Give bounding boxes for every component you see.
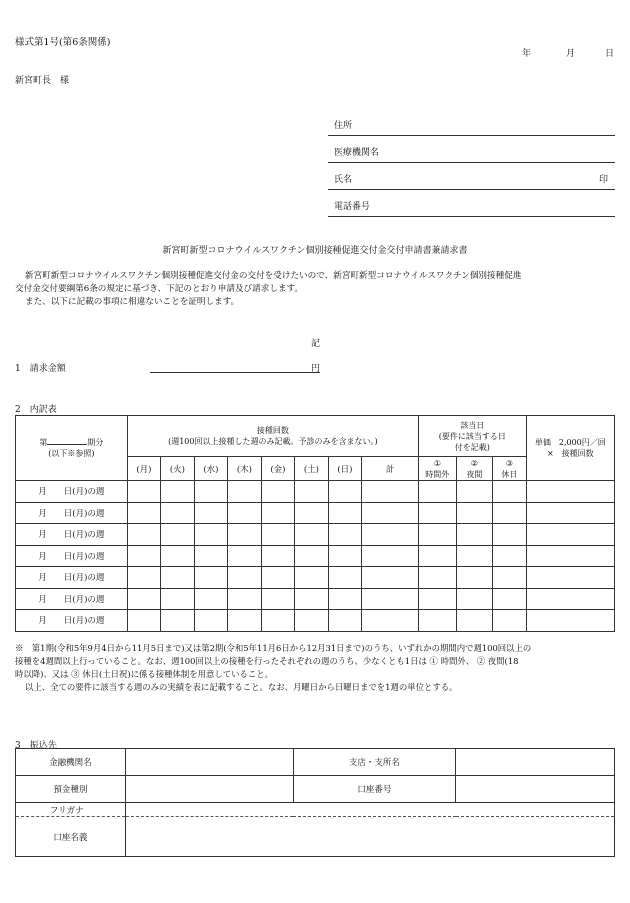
unit-price-line-1: 単価 2,000円／回 bbox=[534, 438, 606, 447]
week-row bbox=[16, 502, 615, 524]
overtime-label: 時間外 bbox=[425, 469, 450, 479]
week-cell[interactable] bbox=[493, 481, 527, 503]
note-line-4: 以上、全ての要件に該当する週のみの実績を表に記載すること。なお、月曜日から日曜日までを1週の単位とする。 bbox=[25, 682, 458, 692]
phone-line bbox=[328, 216, 615, 217]
week-row-label: 月 日(月)の週 bbox=[16, 567, 128, 589]
week-cell[interactable] bbox=[493, 524, 527, 546]
bank-name-label: 金融機関名 bbox=[16, 749, 126, 776]
week-cell[interactable] bbox=[456, 567, 493, 589]
name-label: 氏名 bbox=[334, 175, 353, 185]
week-cell[interactable] bbox=[526, 502, 614, 524]
week-cell[interactable] bbox=[328, 502, 362, 524]
week-cell[interactable] bbox=[328, 481, 362, 503]
date-day: 日 bbox=[605, 49, 615, 59]
transfer-label: 3 振込先 bbox=[15, 741, 57, 751]
week-cell[interactable] bbox=[493, 610, 527, 632]
phone-label: 電話番号 bbox=[334, 202, 371, 212]
week-cell[interactable] bbox=[127, 481, 161, 503]
week-cell[interactable] bbox=[419, 610, 457, 632]
bank-table bbox=[15, 748, 615, 857]
week-cell[interactable] bbox=[161, 610, 195, 632]
week-cell[interactable] bbox=[228, 588, 262, 610]
period-blank bbox=[47, 437, 87, 445]
week-cell[interactable] bbox=[328, 524, 362, 546]
branch-name-label: 支店・支所名 bbox=[293, 749, 456, 776]
week-row-label: 月 日(月)の週 bbox=[16, 610, 128, 632]
account-number-value[interactable] bbox=[456, 776, 615, 803]
week-cell[interactable] bbox=[127, 502, 161, 524]
note-line-3: 時以降)、又は ③ 休日(土日祝)に係る接種体制を用意していること。 bbox=[15, 669, 273, 679]
week-cell[interactable] bbox=[456, 502, 493, 524]
unit-price-header bbox=[526, 416, 614, 481]
week-row bbox=[16, 610, 615, 632]
day-thu: (木) bbox=[228, 457, 262, 481]
applicable-head-1: 該当日 bbox=[460, 420, 485, 430]
branch-name-value[interactable] bbox=[456, 749, 615, 776]
applicable-head-2: (要件に該当する日 bbox=[438, 431, 506, 441]
day-mon: (月) bbox=[127, 457, 161, 481]
week-cell[interactable] bbox=[261, 481, 295, 503]
applicable-head-3: 付を記載) bbox=[454, 442, 490, 452]
week-rows bbox=[16, 481, 615, 632]
week-cell[interactable] bbox=[261, 567, 295, 589]
furigana-value[interactable] bbox=[125, 803, 614, 817]
form-title: 新宮町新型コロナウイルスワクチン個別接種促進交付金交付申請書兼請求書 bbox=[162, 246, 468, 256]
week-cell[interactable] bbox=[526, 588, 614, 610]
week-cell[interactable] bbox=[419, 524, 457, 546]
address-line bbox=[328, 135, 615, 136]
yen-label: 円 bbox=[311, 364, 321, 374]
ki-label: 記 bbox=[311, 339, 321, 349]
week-cell[interactable] bbox=[295, 588, 329, 610]
week-cell[interactable] bbox=[161, 502, 195, 524]
week-row-label: 月 日(月)の週 bbox=[16, 481, 128, 503]
intro-line-2: 交付金交付要綱第6条の規定に基づき、下記のとおり申請及び請求します。 bbox=[15, 284, 304, 294]
week-cell[interactable] bbox=[161, 524, 195, 546]
period-note: (以下※参照) bbox=[48, 449, 95, 458]
week-cell[interactable] bbox=[419, 502, 457, 524]
day-sun: (日) bbox=[328, 457, 362, 481]
week-row-label: 月 日(月)の週 bbox=[16, 524, 128, 546]
week-cell[interactable] bbox=[261, 524, 295, 546]
furigana-label: フリガナ bbox=[16, 803, 126, 817]
institution-label: 医療機関名 bbox=[334, 148, 380, 158]
week-cell[interactable] bbox=[127, 588, 161, 610]
applicable-overtime bbox=[419, 457, 457, 481]
week-cell[interactable] bbox=[328, 610, 362, 632]
breakdown-label: 2 内訳表 bbox=[15, 405, 57, 415]
account-holder-value[interactable] bbox=[125, 817, 614, 857]
week-cell[interactable] bbox=[493, 588, 527, 610]
name-line bbox=[328, 189, 615, 190]
addressee: 新宮町長 様 bbox=[15, 76, 70, 86]
period-suffix: 期分 bbox=[87, 438, 104, 447]
night-label: 夜間 bbox=[466, 469, 483, 479]
week-cell[interactable] bbox=[328, 545, 362, 567]
week-cell[interactable] bbox=[261, 610, 295, 632]
week-cell[interactable] bbox=[127, 545, 161, 567]
week-cell[interactable] bbox=[362, 588, 419, 610]
week-cell[interactable] bbox=[493, 502, 527, 524]
week-cell[interactable] bbox=[228, 524, 262, 546]
week-cell[interactable] bbox=[295, 524, 329, 546]
count-header bbox=[127, 416, 418, 457]
week-row bbox=[16, 567, 615, 589]
week-cell[interactable] bbox=[127, 567, 161, 589]
holiday-label: 休日 bbox=[501, 469, 518, 479]
week-cell[interactable] bbox=[526, 545, 614, 567]
count-head: 接種回数 bbox=[256, 426, 289, 435]
week-cell[interactable] bbox=[456, 481, 493, 503]
note-line-1: ※ 第1期(令和5年9月4日から11月5日まで)又は第2期(令和5年11月6日から12月31日まで)のうち、いずれかの期間内で週100回以上の bbox=[15, 643, 532, 653]
week-cell[interactable] bbox=[419, 588, 457, 610]
week-cell[interactable] bbox=[362, 567, 419, 589]
week-cell[interactable] bbox=[194, 502, 228, 524]
week-cell[interactable] bbox=[295, 610, 329, 632]
week-cell[interactable] bbox=[456, 588, 493, 610]
date-month: 月 bbox=[566, 49, 576, 59]
week-cell[interactable] bbox=[261, 588, 295, 610]
intro-paragraph bbox=[15, 270, 620, 309]
week-cell[interactable] bbox=[228, 567, 262, 589]
week-cell[interactable] bbox=[194, 588, 228, 610]
week-row-label: 月 日(月)の週 bbox=[16, 502, 128, 524]
week-cell[interactable] bbox=[456, 545, 493, 567]
week-cell[interactable] bbox=[295, 567, 329, 589]
week-cell[interactable] bbox=[526, 481, 614, 503]
week-cell[interactable] bbox=[526, 524, 614, 546]
week-cell[interactable] bbox=[127, 610, 161, 632]
period-prefix: 第 bbox=[39, 438, 48, 447]
period-header bbox=[16, 416, 128, 481]
week-row bbox=[16, 588, 615, 610]
week-row-label: 月 日(月)の週 bbox=[16, 588, 128, 610]
week-cell[interactable] bbox=[328, 588, 362, 610]
week-cell[interactable] bbox=[362, 524, 419, 546]
week-cell[interactable] bbox=[161, 545, 195, 567]
week-cell[interactable] bbox=[194, 610, 228, 632]
overtime-num: ① bbox=[433, 458, 441, 468]
week-cell[interactable] bbox=[493, 545, 527, 567]
week-cell[interactable] bbox=[194, 545, 228, 567]
form-id: 様式第1号(第6条関係) bbox=[15, 37, 111, 48]
address-label: 住所 bbox=[334, 121, 353, 131]
week-cell[interactable] bbox=[228, 610, 262, 632]
week-cell[interactable] bbox=[127, 524, 161, 546]
week-cell[interactable] bbox=[362, 545, 419, 567]
day-tue: (火) bbox=[161, 457, 195, 481]
account-type-label: 預金種別 bbox=[16, 776, 126, 803]
week-row bbox=[16, 524, 615, 546]
week-cell[interactable] bbox=[295, 545, 329, 567]
week-cell[interactable] bbox=[161, 567, 195, 589]
week-cell[interactable] bbox=[194, 481, 228, 503]
note-block bbox=[15, 642, 625, 694]
week-cell[interactable] bbox=[261, 545, 295, 567]
week-cell[interactable] bbox=[526, 567, 614, 589]
institution-line bbox=[328, 162, 615, 163]
week-cell[interactable] bbox=[161, 588, 195, 610]
claim-amount-label: 1 請求金額 bbox=[15, 364, 66, 374]
applicable-header bbox=[419, 416, 527, 457]
intro-line-3: また、以下に記載の事項に相違ないことを証明します。 bbox=[25, 297, 240, 307]
week-cell[interactable] bbox=[228, 545, 262, 567]
week-row bbox=[16, 481, 615, 503]
date-year: 年 bbox=[522, 49, 532, 59]
week-cell[interactable] bbox=[362, 610, 419, 632]
day-sat: (土) bbox=[295, 457, 329, 481]
week-cell[interactable] bbox=[456, 610, 493, 632]
week-cell[interactable] bbox=[228, 481, 262, 503]
week-cell[interactable] bbox=[228, 502, 262, 524]
week-cell[interactable] bbox=[194, 567, 228, 589]
week-cell[interactable] bbox=[493, 567, 527, 589]
day-total: 計 bbox=[362, 457, 419, 481]
applicable-holiday bbox=[493, 457, 527, 481]
unit-price-line-2: × 接種回数 bbox=[546, 449, 594, 458]
note-line-2: 接種を4週間以上行っていること。なお、週100回以上の接種を行ったそれぞれの週のうち、少なくとも1日は ① 時間外、 ② 夜間(18 bbox=[15, 656, 519, 666]
week-cell[interactable] bbox=[362, 481, 419, 503]
day-wed: (水) bbox=[194, 457, 228, 481]
week-cell[interactable] bbox=[419, 545, 457, 567]
week-cell[interactable] bbox=[295, 502, 329, 524]
night-num: ② bbox=[470, 458, 478, 468]
week-row-label: 月 日(月)の週 bbox=[16, 545, 128, 567]
week-cell[interactable] bbox=[295, 481, 329, 503]
breakdown-table bbox=[15, 415, 615, 632]
week-row bbox=[16, 545, 615, 567]
week-cell[interactable] bbox=[261, 502, 295, 524]
seal-mark: 印 bbox=[599, 175, 609, 185]
week-cell[interactable] bbox=[161, 481, 195, 503]
account-number-label: 口座番号 bbox=[293, 776, 456, 803]
count-note: (週100回以上接種した週のみ記載。予診のみを含まない。) bbox=[168, 437, 378, 446]
bank-name-value[interactable] bbox=[125, 749, 293, 776]
account-type-value[interactable] bbox=[125, 776, 293, 803]
intro-line-1: 新宮町新型コロナウイルスワクチン個別接種促進交付金の交付を受けたいので、新宮町新型コロナウイルスワクチン個別接種促進 bbox=[25, 271, 522, 281]
week-cell[interactable] bbox=[328, 567, 362, 589]
week-cell[interactable] bbox=[419, 481, 457, 503]
week-cell[interactable] bbox=[456, 524, 493, 546]
claim-amount-line bbox=[150, 372, 320, 373]
account-holder-label: 口座名義 bbox=[16, 817, 126, 857]
week-cell[interactable] bbox=[419, 567, 457, 589]
applicable-night bbox=[456, 457, 493, 481]
holiday-num: ③ bbox=[505, 458, 513, 468]
day-fri: (金) bbox=[261, 457, 295, 481]
week-cell[interactable] bbox=[194, 524, 228, 546]
week-cell[interactable] bbox=[526, 610, 614, 632]
week-cell[interactable] bbox=[362, 502, 419, 524]
